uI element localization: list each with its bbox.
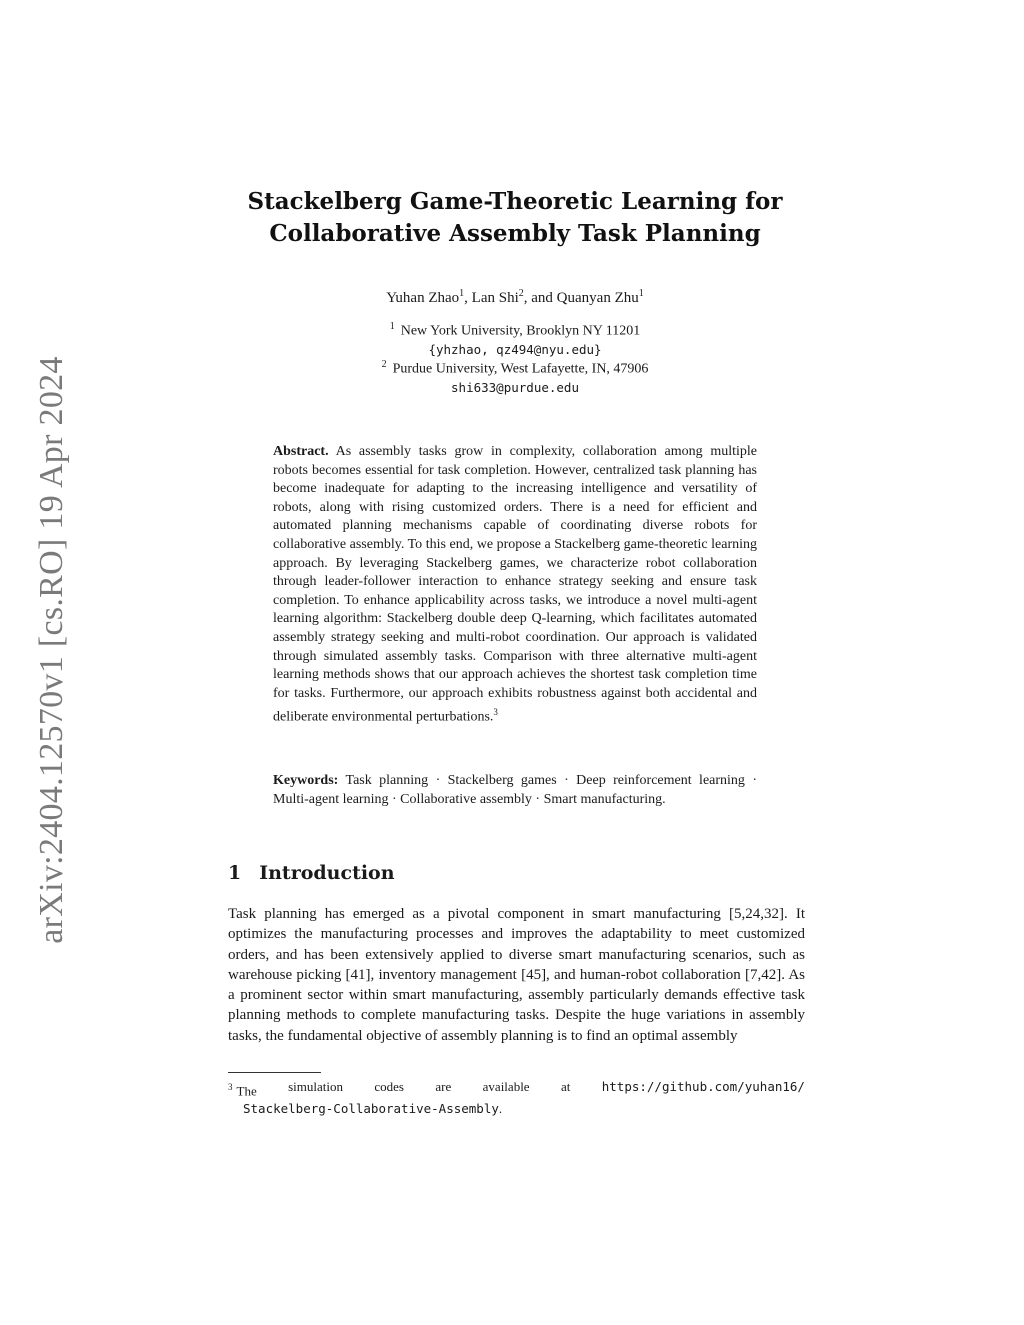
- section-heading: [228, 862, 395, 884]
- affiliation-text: Purdue University, West Lafayette, IN, 47906: [392, 361, 649, 377]
- footnote-end: .: [498, 1101, 503, 1117]
- author-affil-mark: 1: [638, 288, 644, 299]
- author-name: Yuhan Zhao: [386, 290, 460, 306]
- author-separator: , and: [523, 290, 557, 306]
- footnote-number: 3: [228, 1082, 233, 1092]
- abstract-block: [273, 443, 757, 728]
- affiliation-text: New York University, Brooklyn NY 11201: [400, 323, 641, 339]
- footnote-word: simulation: [288, 1079, 343, 1094]
- affiliation-email: shi633@purdue.edu: [451, 379, 579, 395]
- affiliation-email: {yhzhao, qz494@nyu.edu}: [428, 341, 602, 357]
- author-name: Quanyan Zhu: [556, 290, 639, 306]
- footnote-rule: [228, 1072, 321, 1073]
- footnote-word: codes: [374, 1079, 404, 1094]
- keywords-label: Keywords:: [273, 773, 339, 788]
- title-line-1: Stackelberg Game-Theoretic Learning for: [247, 188, 783, 215]
- author-separator: ,: [464, 290, 472, 306]
- footnote: [228, 1078, 805, 1118]
- footnote-word: The: [236, 1083, 257, 1099]
- footnote-mark: 3: [493, 707, 498, 718]
- author-name: Lan Shi: [471, 290, 519, 306]
- keywords-text: Task planning · Stackelberg games · Deep reinforcement learning · Multi-agent learning · Collaborative assembly · Smart manufacturing.: [273, 773, 757, 807]
- author-list: [228, 285, 802, 307]
- section-title: Introduction: [259, 862, 395, 884]
- abstract-label: Abstract.: [273, 444, 329, 459]
- affiliation-mark: 2: [381, 359, 387, 370]
- abstract-text: As assembly tasks grow in complexity, collaboration among multiple robots becomes essential for task completion. However, centralized task planning has become inadequate for adapting to the increasing intelligence and versatility of robots, along with rising customized orders. There is a need for efficient and automated planning mechanisms capable of coordinating diverse robots for collaborative assembly. To this end, we propose a Stackelberg game-theoretic learning approach. By leveraging Stackelberg games, we characterize robot collaboration through leader-follower interaction to enhance strategy seeking and ensure task completion. To enhance applicability across tasks, we introduce a novel multi-agent learning algorithm: Stackelberg double deep Q-learning, which facilitates automated assembly strategy seeking and multi-robot coordination. Our approach is validated through simulated assembly tasks. Comparison with three alternative multi-agent learning methods shows that our approach achieves the shortest task completion time for tasks. Furthermore, our approach exhibits robustness against both accidental and deliberate environmental perturbations.: [273, 444, 757, 725]
- title-line-2: Collaborative Assembly Task Planning: [269, 220, 761, 247]
- footnote-link[interactable]: https://github.com/yuhan16/: [601, 1079, 805, 1094]
- affiliation-mark: 1: [389, 321, 395, 332]
- paper-title: [228, 186, 802, 250]
- footnote-link-continued[interactable]: Stackelberg-Collaborative-Assembly: [243, 1101, 499, 1117]
- affiliation-1: [228, 318, 802, 359]
- footnote-word: available: [482, 1079, 530, 1094]
- affiliation-2: [228, 356, 802, 397]
- footnote-word: are: [435, 1079, 452, 1094]
- footnote-word: at: [560, 1079, 571, 1094]
- author-affil-mark: 1: [459, 288, 465, 299]
- section-number: 1: [228, 862, 242, 884]
- keywords-block: [273, 772, 757, 809]
- intro-paragraph: Task planning has emerged as a pivotal component in smart manufacturing [5,24,32]. It optimizes the manufacturing processes and improves the adaptability to meet customized orders, and has been extensively applied to diverse smart manufacturing scenarios, such as warehouse picking [41], inventory management [45], and human-robot collaboration [7,42]. As a prominent sector within smart manufacturing, assembly particularly demands effective task planning methods to complete manufacturing tasks. Despite the huge variations in assembly tasks, the fundamental objective of assembly planning is to find an optimal assembly: [228, 906, 805, 1044]
- author-affil-mark: 2: [518, 288, 524, 299]
- arxiv-identifier: arXiv:2404.12570v1 [cs.RO] 19 Apr 2024: [33, 356, 70, 944]
